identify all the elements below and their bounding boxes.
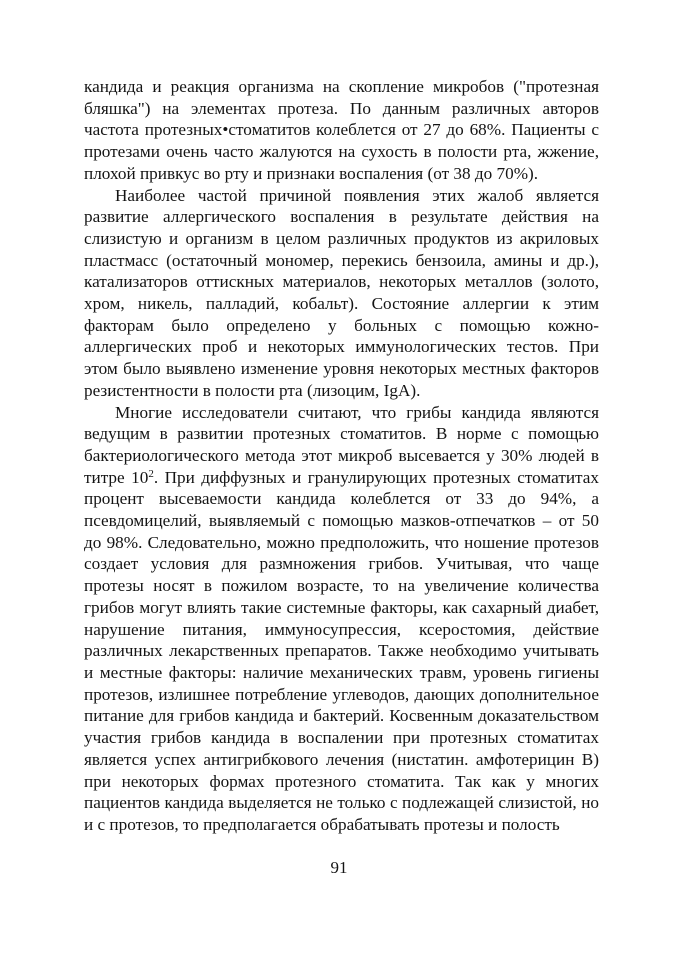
superscript-exponent: 2 [148,467,154,480]
paragraph-1: кандида и реакция организма на скопление микробов ("протезная бляшка") на элементах протеза. По данным различных авторов частота протезных•стоматитов колеблется от 27 до 68%. Пациенты с протезами очень часто жалуются на сухость в полости рта, жжение, плохой привкус во рту и признаки воспаления (от 38 до 70%). [84,77,599,183]
page-number: 91 [330,858,348,877]
paragraph-3-text-start: Многие исследователи считают, что грибы кандида являются ведущим в развитии протезных стоматитов. В норме с помощью бактериологического метода этот микроб высевается у 30% людей в титре 10 [84,402,599,487]
paragraph-2: Наиболее частой причиной появления этих жалоб является развитие аллергического воспаления в результате действия на слизистую и организм в целом различных продуктов из акриловых пластмасс (остаточный мономер, перекись бензоила, амины и др.), катализаторов оттискных материалов, некоторых металлов (золото, хром, никель, палладий, кобальт). Состояние аллергии к этим факторам было определено у больных с помощью кожно-аллергических проб и некоторых иммунологических тестов. При этом было выявлено изменение уровня некоторых местных факторов резистентности в полости рта (лизоцим, IgA). [84,185,599,400]
paragraph-3 [84,402,599,836]
paragraph-3-text-end: . При диффузных и гранулирующих протезных стоматитах процент высеваемости кандида колеблется от 33 до 94%, а псевдомицелий, выявляемый с помощью мазков-отпечатков – от 50 до 98%. Следовательно, можно предположить, что ношение протезов создает условия для размножения грибов. Учитывая, что чаще протезы носят в пожилом возрасте, то на увеличение количества грибов могут влиять такие системные факторы, как сахарный диабет, нарушение питания, иммуносупрессия, ксеростомия, действие различных лекарственных препаратов. Также необходимо учитывать и местные факторы: наличие механических травм, уровень гигиены протезов, излишнее потребление углеводов, дающих дополнительное питание для грибов кандида и бактерий. Косвенным доказательством участия грибов кандида в воспалении при протезных стоматитах является успех антигрибкового лечения (нистатин. амфотерицин В) при некоторых формах протезного стоматита. Так как у многих пациентов кандида выделяется не только с подлежащей слизистой, но и с протезов, то предполагается обрабатывать протезы и полость [84,467,600,834]
page-body [84,76,599,836]
